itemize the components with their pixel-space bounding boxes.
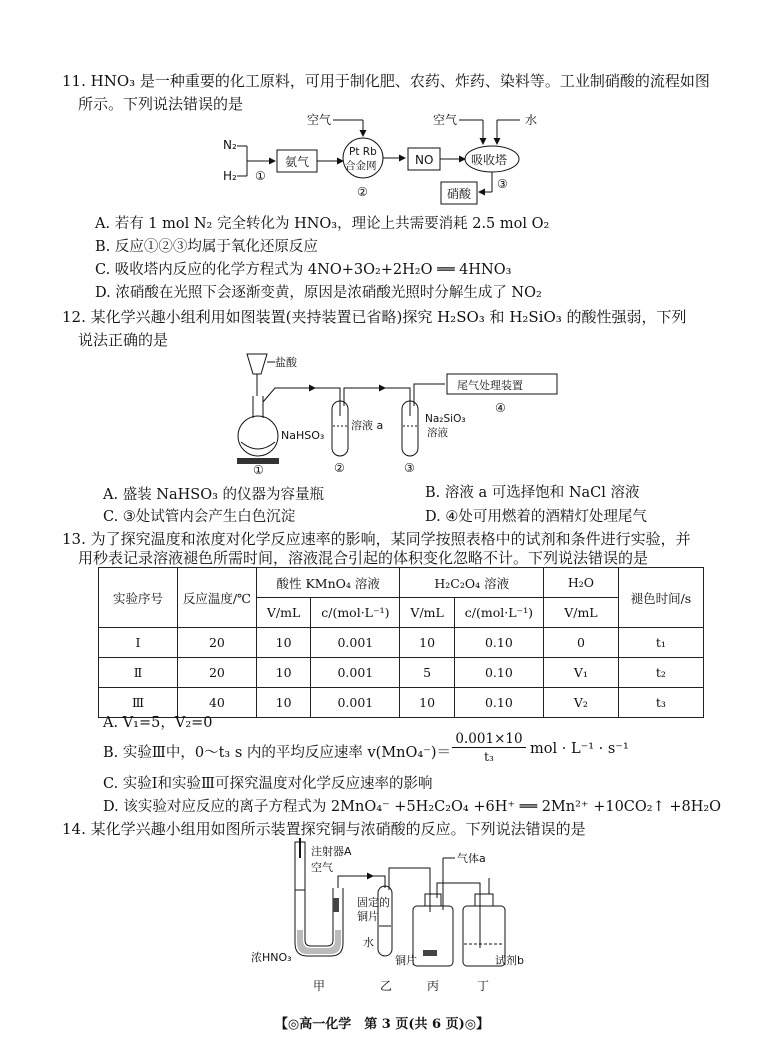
- q11-option-d: D. 浓硝酸在光照下会逐渐变黄，原因是浓硝酸光照时分解生成了 NO₂: [95, 285, 542, 301]
- q12-apparatus-diagram: [235, 346, 565, 476]
- cell-temp: 20: [177, 628, 256, 658]
- q12-stem-line1: 12. 某化学兴趣小组利用如图装置(夹持装置已省略)探究 H₂SO₃ 和 H₂SiO₃ 的酸性强弱，下列: [62, 308, 687, 326]
- copper-label: 铜片: [395, 954, 417, 967]
- reagent-b-label: 试剂b: [495, 954, 524, 967]
- cell-v3: V₂: [544, 688, 619, 718]
- n2-label: N₂: [223, 138, 237, 152]
- table-row: [99, 658, 704, 688]
- apparatus-jia: 甲: [313, 979, 326, 993]
- apparatus-yi: 乙: [380, 979, 393, 993]
- cell-c2: 0.10: [454, 658, 543, 688]
- q12-stem-line2: 说法正确的是: [78, 331, 169, 349]
- tower-label: 吸收塔: [471, 153, 508, 167]
- q13-option-b-unit: mol · L⁻¹ · s⁻¹: [530, 741, 629, 757]
- cell-v2: 10: [400, 628, 454, 658]
- table-row: [99, 628, 704, 658]
- q13-stem-line1: 13. 为了探究温度和浓度对化学反应速率的影响，某同学按照表格中的试剂和条件进行实验，并: [62, 530, 691, 548]
- q13-option-b-numerator: 0.001×10: [452, 731, 526, 748]
- cell-c2: 0.10: [454, 628, 543, 658]
- q12-option-a: A. 盛装 NaHSO₃ 的仪器为容量瓶: [103, 487, 325, 503]
- step1-label: ①: [255, 169, 266, 183]
- fixed-copper-line1: 固定的: [357, 896, 390, 909]
- q12-option-b: B. 溶液 a 可选择饱和 NaCl 溶液: [425, 485, 640, 501]
- water-label: 水: [525, 113, 538, 127]
- water-label: 水: [363, 936, 374, 949]
- header-temp: 反应温度/℃: [177, 568, 256, 628]
- header-v1: V/mL: [256, 598, 310, 628]
- tail-gas-number: ④: [495, 401, 506, 415]
- fixed-copper-line2: 铜片: [357, 910, 379, 923]
- cell-no: Ⅲ: [99, 688, 178, 718]
- step2-label: ②: [357, 185, 368, 199]
- q11-option-c: C. 吸收塔内反应的化学方程式为 4NO+3O₂+2H₂O ══ 4HNO₃: [95, 262, 512, 278]
- cell-time: t₂: [618, 658, 703, 688]
- cell-v3: 0: [544, 628, 619, 658]
- q13-option-c: C. 实验Ⅰ和实验Ⅲ可探究温度对化学反应速率的影响: [103, 776, 433, 792]
- q13-option-a: A. V₁=5，V₂=0: [103, 715, 213, 731]
- catalyst-line1: Pt Rb: [349, 146, 377, 158]
- cell-v2: 10: [400, 688, 454, 718]
- q11-option-b: B. 反应①②③均属于氧化还原反应: [95, 239, 318, 255]
- header-kmno4: 酸性 KMnO₄ 溶液: [256, 568, 400, 598]
- acid-box: 硝酸: [447, 187, 472, 201]
- no-box: NO: [415, 153, 434, 167]
- nahso3-label: NaHSO₃: [281, 429, 325, 442]
- cell-time: t₃: [618, 688, 703, 718]
- tube2-number: ②: [334, 461, 345, 475]
- conc-hno3-label: 浓HNO₃: [251, 951, 292, 964]
- header-v3: V/mL: [544, 598, 619, 628]
- header-exp-no: 实验序号: [99, 568, 178, 628]
- step3-label: ③: [497, 177, 508, 191]
- cell-no: Ⅱ: [99, 658, 178, 688]
- cell-no: Ⅰ: [99, 628, 178, 658]
- syringe-a-label: 注射器A: [311, 845, 352, 858]
- air2-label: 空气: [433, 113, 458, 127]
- q12-option-d: D. ④处可用燃着的酒精灯处理尾气: [425, 509, 647, 525]
- header-h2c2o4: H₂C₂O₄ 溶液: [400, 568, 544, 598]
- q11-stem-line2: 所示。下列说法错误的是: [78, 95, 244, 113]
- q13-option-b-denominator: t₃: [484, 750, 494, 764]
- cell-temp: 20: [177, 658, 256, 688]
- na2sio3-label-line2: 溶液: [427, 427, 448, 439]
- ammonia-box: 氨气: [285, 155, 310, 169]
- q13-stem-line2: 用秒表记录溶液褪色所需时间，溶液混合引起的体积变化忽略不计。下列说法错误的是: [78, 549, 649, 567]
- cell-v3: V₁: [544, 658, 619, 688]
- experiment-table: [98, 567, 704, 718]
- q14-stem: 14. 某化学兴趣小组用如图所示装置探究铜与浓硝酸的反应。下列说法错误的是: [62, 820, 586, 838]
- hcl-label: 盐酸: [275, 356, 297, 369]
- q14-apparatus-diagram: [245, 838, 535, 998]
- header-h2o: H₂O: [544, 568, 619, 598]
- tube3-number: ③: [404, 461, 415, 475]
- header-c2: c/(mol·L⁻¹): [454, 598, 543, 628]
- tail-gas-box: 尾气处理装置: [457, 379, 523, 392]
- cell-v1: 10: [256, 688, 310, 718]
- cell-c1: 0.001: [311, 688, 400, 718]
- air1-label: 空气: [307, 113, 332, 127]
- flask-number: ①: [253, 463, 264, 476]
- page-footer: 【◎高一化学 第 3 页(共 6 页)◎】: [274, 1017, 490, 1032]
- q11-option-a: A. 若有 1 mol N₂ 完全转化为 HNO₃，理论上共需要消耗 2.5 mol O₂: [95, 216, 550, 232]
- na2sio3-label-line1: Na₂SiO₃: [425, 413, 466, 425]
- apparatus-ding: 丁: [477, 979, 490, 993]
- air-label: 空气: [311, 861, 333, 874]
- cell-c1: 0.001: [311, 628, 400, 658]
- cell-v2: 5: [400, 658, 454, 688]
- cell-c2: 0.10: [454, 688, 543, 718]
- cell-temp: 40: [177, 688, 256, 718]
- cell-c1: 0.001: [311, 658, 400, 688]
- h2-label: H₂: [223, 169, 237, 183]
- catalyst-line2: 合金网: [345, 160, 377, 172]
- apparatus-bing: 丙: [427, 979, 440, 993]
- header-fade-time: 褪色时间/s: [618, 568, 703, 628]
- cell-time: t₁: [618, 628, 703, 658]
- solution-a-label: 溶液 a: [351, 419, 384, 432]
- gas-a-label: 气体a: [457, 852, 486, 865]
- q13-option-d: D. 该实验对应反应的离子方程式为 2MnO₄⁻ +5H₂C₂O₄ +6H⁺ ══ 2Mn²⁺ +10CO₂↑ +8H₂O: [103, 799, 722, 815]
- header-c1: c/(mol·L⁻¹): [311, 598, 400, 628]
- cell-v1: 10: [256, 628, 310, 658]
- q13-option-b-text: B. 实验Ⅲ中，0～t₃ s 内的平均反应速率 v(MnO₄⁻)＝: [103, 745, 452, 761]
- cell-v1: 10: [256, 658, 310, 688]
- q12-option-c: C. ③处试管内会产生白色沉淀: [103, 509, 296, 525]
- q11-stem-line1: 11. HNO₃ 是一种重要的化工原料，可用于制化肥、农药、炸药、染料等。工业制硝酸的流程如图: [62, 72, 710, 90]
- q11-flow-diagram: [215, 108, 575, 208]
- header-v2: V/mL: [400, 598, 454, 628]
